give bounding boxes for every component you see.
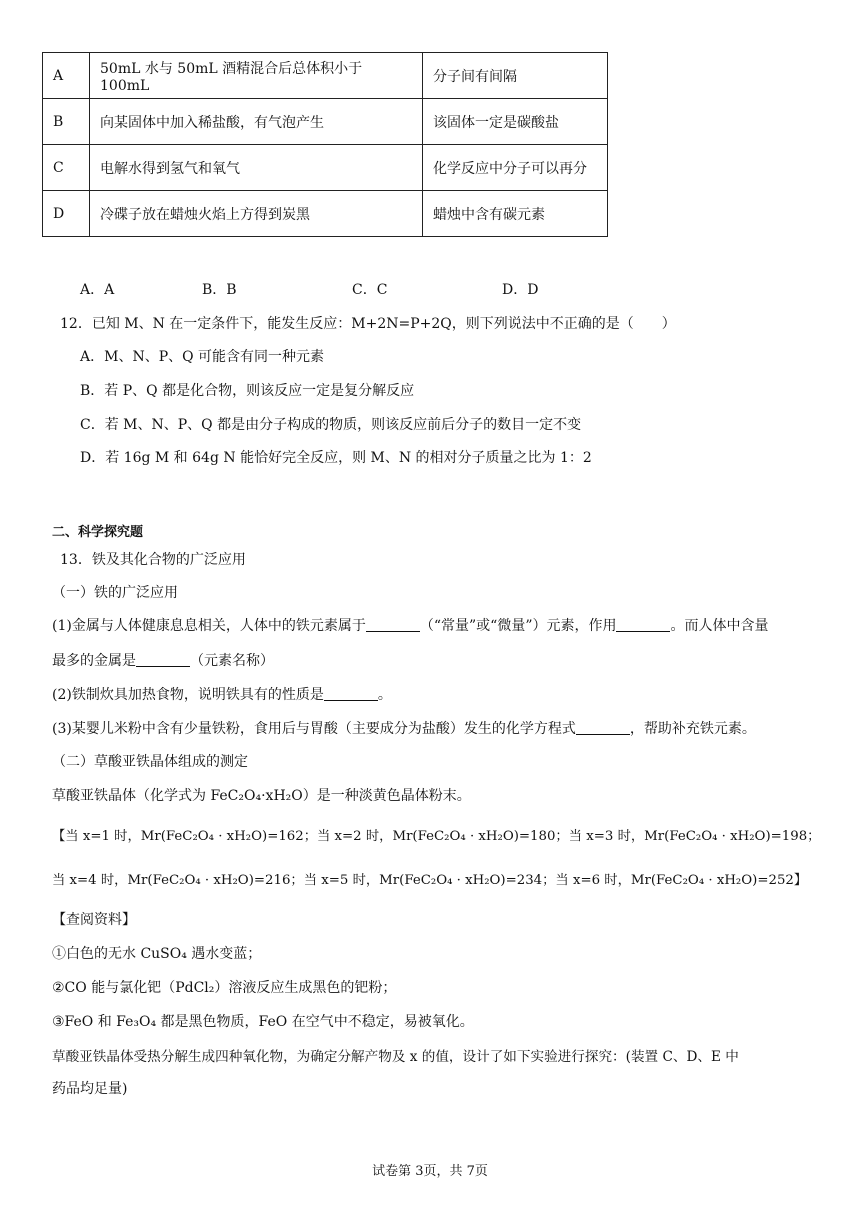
answer-blank[interactable]	[324, 686, 378, 701]
q11-option-b[interactable]: B．B	[202, 282, 237, 298]
row-conclusion: 化学反应中分子可以再分	[423, 145, 608, 191]
answer-blank[interactable]	[366, 617, 420, 632]
q12-stem: 12．已知 M、N 在一定条件下，能发生反应：M+2N=P+2Q，则下列说法中不正确的是（ ）	[60, 316, 676, 332]
reference-title: 【查阅资料】	[52, 912, 136, 928]
q13-p3: (3)某婴儿米粉中含有少量铁粉，食用后与胃酸（主要成分为盐酸）发生的化学方程式 ，帮助补充铁元素。	[52, 721, 756, 737]
mr-line-1: 【当 x=1 时，Mr(FeC₂O₄ · xH₂O)=162；当 x=2 时，Mr(FeC₂O₄ · xH₂O)=180；当 x=3 时，Mr(FeC₂O₄ · xH₂O)=198；	[52, 829, 821, 844]
page-footer: 试卷第 3页，共 7页	[372, 1164, 488, 1179]
mr-line-2: 当 x=4 时，Mr(FeC₂O₄ · xH₂O)=216；当 x=5 时，Mr(FeC₂O₄ · xH₂O)=234；当 x=6 时，Mr(FeC₂O₄ · xH₂O)=252】	[52, 873, 808, 888]
q13-p2: (2)铁制炊具加热食物，说明铁具有的性质是 。	[52, 687, 392, 703]
q11-option-d[interactable]: D．D	[502, 282, 539, 298]
q11-option-a[interactable]: A．A	[80, 282, 115, 298]
row-conclusion: 蜡烛中含有碳元素	[423, 191, 608, 237]
evidence-table	[42, 52, 608, 237]
q13-p1-line2: 最多的金属是 （元素名称）	[52, 653, 274, 669]
row-label: D	[43, 191, 90, 237]
q11-option-c[interactable]: C．C	[352, 282, 388, 298]
row-label: B	[43, 99, 90, 145]
table-row	[43, 99, 608, 145]
q13-p1-line1: (1)金属与人体健康息息相关，人体中的铁元素属于 （“常量”或“微量”）元素，作用 。而人体中含量	[52, 618, 769, 634]
row-conclusion: 分子间有间隔	[423, 53, 608, 99]
reference-item-2: ②CO 能与氯化钯（PdCl₂）溶液反应生成黑色的钯粉；	[52, 980, 397, 996]
q13-title: 13．铁及其化合物的广泛应用	[60, 552, 246, 568]
table-row	[43, 191, 608, 237]
reference-item-3: ③FeO 和 Fe₃O₄ 都是黑色物质，FeO 在空气中不稳定，易被氧化。	[52, 1014, 474, 1030]
q12-option-b[interactable]: B．若 P、Q 都是化合物，则该反应一定是复分解反应	[80, 383, 415, 399]
answer-blank[interactable]	[616, 617, 670, 632]
reference-item-1: ①白色的无水 CuSO₄ 遇水变蓝；	[52, 946, 262, 962]
intro-text: 草酸亚铁晶体（化学式为 FeC₂O₄·xH₂O）是一种淡黄色晶体粉末。	[52, 788, 471, 804]
q12-option-a[interactable]: A．M、N、P、Q 可能含有同一种元素	[80, 349, 325, 365]
row-fact: 50mL 水与 50mL 酒精混合后总体积小于 100mL	[90, 53, 423, 99]
answer-blank[interactable]	[576, 720, 630, 735]
experiment-text-1: 草酸亚铁晶体受热分解生成四种氧化物，为确定分解产物及 x 的值，设计了如下实验进行探究：(装置 C、D、E 中	[52, 1049, 739, 1065]
row-fact: 冷碟子放在蜡烛火焰上方得到炭黑	[90, 191, 423, 237]
row-fact: 电解水得到氢气和氧气	[90, 145, 423, 191]
q12-option-c[interactable]: C．若 M、N、P、Q 都是由分子构成的物质，则该反应前后分子的数目一定不变	[80, 417, 582, 433]
answer-blank[interactable]	[136, 652, 190, 667]
part1-title: （一）铁的广泛应用	[52, 585, 178, 601]
part2-title: （二）草酸亚铁晶体组成的测定	[52, 754, 248, 770]
table-row	[43, 53, 608, 99]
table-row	[43, 145, 608, 191]
q12-option-d[interactable]: D．若 16g M 和 64g N 能恰好完全反应，则 M、N 的相对分子质量之比为 1：2	[80, 450, 592, 466]
row-fact: 向某固体中加入稀盐酸，有气泡产生	[90, 99, 423, 145]
experiment-text-2: 药品均足量)	[52, 1081, 128, 1097]
section-heading: 二、科学探究题	[52, 525, 144, 540]
row-label: A	[43, 53, 90, 99]
row-conclusion: 该固体一定是碳酸盐	[423, 99, 608, 145]
row-label: C	[43, 145, 90, 191]
